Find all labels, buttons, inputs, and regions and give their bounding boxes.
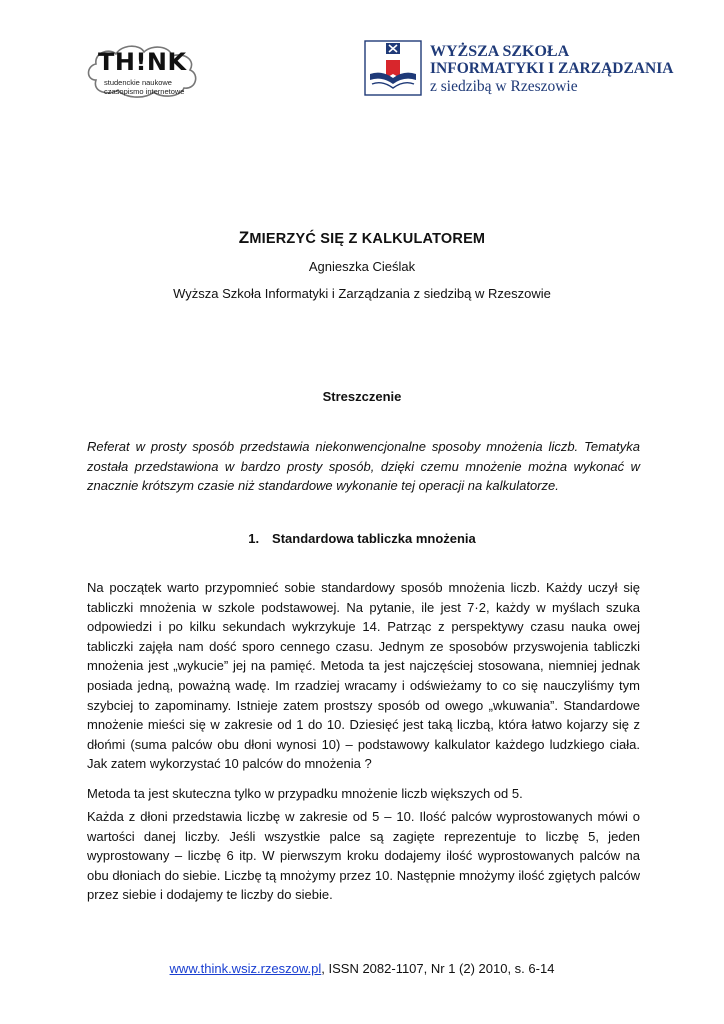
wsiz-logo — [364, 40, 674, 98]
section-1-paragraph-3 — [87, 807, 640, 905]
section-1-paragraph-2 — [87, 784, 640, 804]
think-logo — [84, 44, 202, 100]
paragraph-text: Metoda ta jest skuteczna tylko w przypadku mnożenie liczb większych od 5. — [87, 786, 523, 801]
section-1-paragraph-1 — [87, 578, 640, 774]
section-1-heading: 1. Standardowa tabliczka mnożenia — [248, 531, 476, 546]
title-rest: MIERZYĆ SIĘ Z KALKULATOREM — [249, 231, 486, 247]
abstract-paragraph: Referat w prosty sposób przedstawia niekonwencjonalne sposoby mnożenia liczb. Tematyka została przedstawiona w bardzo prosty sposób, dzięki czemu mnożenie można wykonać w znacznie krótszym czasie niż standardowe wykonanie tej operacji na kalkulatorze. — [87, 439, 640, 494]
wsiz-name-line-3: z siedzibą w Rzeszowie — [430, 78, 578, 95]
author-name: Agnieszka Cieślak — [308, 259, 416, 274]
page-footer — [0, 961, 724, 976]
citation-text: , ISSN 2082-1107, Nr 1 (2) 2010, s. 6-14 — [321, 961, 555, 976]
abstract-text — [87, 437, 640, 496]
title-first-letter: Z — [238, 228, 250, 247]
wsiz-name-line-2: INFORMATYKI I ZARZĄDZANIA — [430, 60, 674, 77]
think-tagline-2: czasopismo internetowe — [104, 87, 185, 96]
paragraph-text: Na początek warto przypomnieć sobie standardowy sposób mnożenia liczb. Każdy uczył się tabliczki mnożenia w szkole podstawowej. Na pytanie, ile jest 7·2, każdy w myślach szuka odpowiedzi i po kilku sekundach wykrzykuje 14. Patrząc z perspektywy czasu nauka owej tabliczki zajęła nam dość sporo cennego czasu. Jednym ze sposobów przyswojenia tabliczki mnożenia jest „wykucie” jej na pamięć. Metoda ta jest najczęściej stosowana, niemniej jednak posiada jedną, poważną wadę. Im rzadziej wracamy i odświeżamy to co się nauczyliśmy tym szybciej to zapominamy. Istnieje zatem prostszy sposób od owego „wkuwania”. Standardowe mnożenie mieści się w zakresie od 1 do 10. Dziesięć jest taką liczbą, która łatwo kojarzy się z dłońmi (suma palców obu dłoni wynosi 10) – podstawowy kalkulator każdego ludzkiego ciała. Jak zatem wykorzystać 10 palców do mnożenia ? — [87, 580, 640, 772]
author-affiliation: Wyższa Szkoła Informatyki i Zarządzania z siedzibą w Rzeszowie — [173, 286, 551, 301]
journal-link[interactable]: www.think.wsiz.rzeszow.pl — [169, 961, 322, 976]
think-tagline-1: studenckie naukowe — [104, 78, 172, 87]
wsiz-name-line-1: WYŻSZA SZKOŁA — [430, 43, 570, 60]
paper-title — [0, 228, 724, 248]
think-brand: TH!NK — [98, 48, 187, 76]
abstract-heading: Streszczenie — [322, 389, 402, 404]
paragraph-text: Każda z dłoni przedstawia liczbę w zakresie od 5 – 10. Ilość palców wyprostowanych mówi o wartości danej liczby. Jeśli wszystkie palce są zagięte reprezentuje to liczbę 5, jeden wyprostowany – liczbę 6 itp. W pierwszym kroku dodajemy ilość wyprostowanych palców na obu dłoniach do siebie. Liczbę tą mnożymy przez 10. Następnie mnożymy ilość zgiętych palców przez siebie i dodajemy te liczby do siebie. — [87, 809, 640, 903]
wsiz-emblem-icon — [364, 40, 422, 96]
